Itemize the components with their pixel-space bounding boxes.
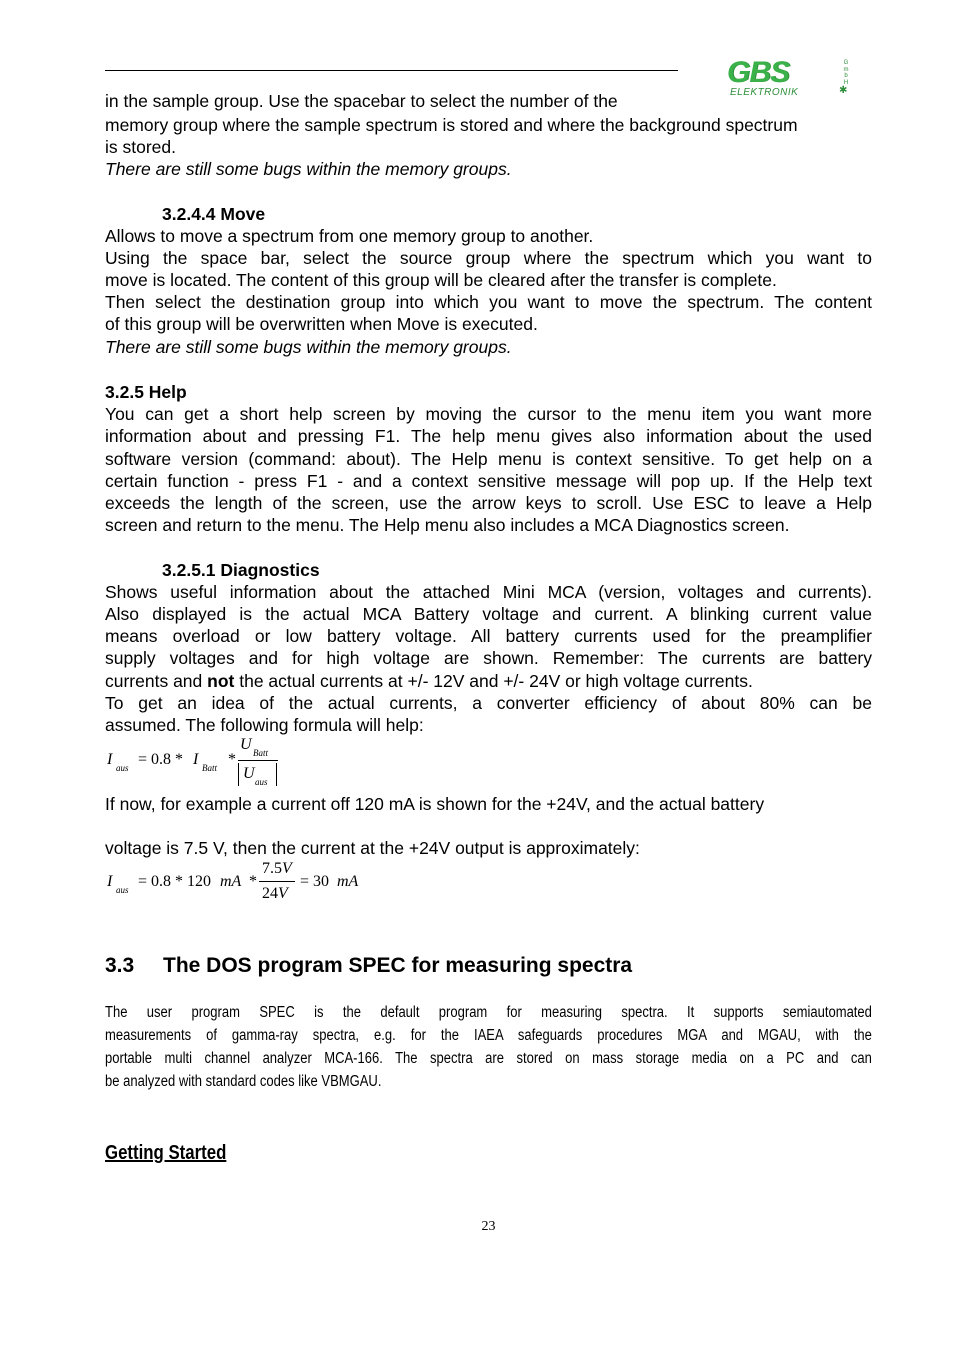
help-line-1: You can get a short help screen by moving the cursor to the menu item you want more <box>105 404 872 424</box>
diag-line-6: To get an idea of the actual currents, a converter efficiency of about 80% can be <box>105 693 872 713</box>
help-line-6: screen and return to the menu. The Help menu also includes a MCA Diagnostics screen. <box>105 515 790 535</box>
f1-star: * <box>228 751 236 768</box>
intro-note: There are still some bugs within the memory groups. <box>105 159 512 179</box>
help-line-2: information about and pressing F1. The help menu gives also information about the used <box>105 426 872 446</box>
f2-num-v: V <box>282 860 292 877</box>
f2-eq2: = 30 <box>300 873 330 890</box>
formula-current-ratio <box>107 736 307 791</box>
move-line-5: of this group will be overwritten when Move is executed. <box>105 314 538 334</box>
move-heading: 3.2.4.4 Move <box>162 204 266 224</box>
diag-line-5 <box>105 670 753 692</box>
logo-gmbh: G m b H <box>843 60 849 86</box>
page-number: 23 <box>481 1219 496 1234</box>
help-line-5: exceeds the length of the screen, use the arrow keys to scroll. Use ESC to leave a Help <box>105 493 872 513</box>
f1-lhs: I <box>107 751 113 768</box>
diag-line-1: Shows useful information about the attached Mini MCA (version, voltages and currents). <box>105 582 872 602</box>
f1-eq: = 0.8 * <box>138 751 184 768</box>
f1-lhs-sub: aus <box>116 763 129 773</box>
section-title: The DOS program SPEC for measuring spectra <box>163 954 633 977</box>
f2-ma: mA <box>220 873 242 890</box>
f2-den-v: V <box>278 885 288 902</box>
help-line-4: certain function - press F1 - and a context sensitive message will pop up. If the Help text <box>105 471 872 491</box>
f2-lhs: I <box>107 873 113 890</box>
f2-num: 7.5 <box>262 860 282 877</box>
f1-fraction-bar <box>238 760 278 761</box>
help-line-3: software version (command: about). The Help menu is context sensitive. To get help on a <box>105 449 872 469</box>
f2-lhs-sub: aus <box>116 885 129 895</box>
move-note: There are still some bugs within the memory groups. <box>105 337 512 357</box>
spec-line-3: portable multi channel analyzer MCA-166. The spectra are stored on mass storage media on a PC and can <box>105 1050 872 1067</box>
f1-num: U <box>240 736 252 753</box>
f1-den: U <box>243 765 255 782</box>
intro-line-3: is stored. <box>105 137 176 157</box>
f1-abs-right <box>276 763 277 786</box>
f1-num-sub: Batt <box>253 748 268 758</box>
diag-line-9: voltage is 7.5 V, then the current at the +24V output is approximately: <box>105 838 640 858</box>
intro-line-2: memory group where the sample spectrum is stored and where the background spectrum <box>105 115 798 135</box>
section-number: 3.3 <box>105 954 135 977</box>
move-line-3: move is located. The content of this group will be cleared after the transfer is complete. <box>105 270 777 290</box>
f2-star: * <box>249 873 257 890</box>
intro-line-1: in the sample group. Use the spacebar to select the number of the <box>105 91 618 111</box>
diag-line-3: means overload or low battery voltage. All battery currents used for the preamplifier <box>105 626 872 646</box>
move-line-1: Allows to move a spectrum from one memory group to another. <box>105 226 594 246</box>
diag-emphasis-not: not <box>207 671 235 691</box>
diagnostics-heading: 3.2.5.1 Diagnostics <box>162 560 320 580</box>
f2-fraction-bar <box>259 881 295 882</box>
f1-i: I <box>193 751 199 768</box>
diag-line-5c: the actual currents at +/- 12V and +/- 24V or high voltage currents. <box>234 671 753 691</box>
f2-ma2: mA <box>337 873 359 890</box>
help-heading: 3.2.5 Help <box>105 382 187 402</box>
spec-paragraph <box>105 1001 872 1093</box>
logo-brand: GBS <box>727 56 790 89</box>
diag-line-2: Also displayed is the actual MCA Battery voltage and current. A blinking current value <box>105 604 872 624</box>
f1-i-sub: Batt <box>202 763 217 773</box>
diag-line-8: If now, for example a current off 120 mA is shown for the +24V, and the actual battery <box>105 794 765 814</box>
getting-started-heading: Getting Started <box>105 1142 227 1164</box>
f2-den: 24 <box>262 885 278 902</box>
move-line-2: Using the space bar, select the source group where the spectrum which you want to <box>105 248 872 268</box>
f2-eq: = 0.8 * 120 <box>138 873 212 890</box>
move-line-4: Then select the destination group into which you want to move the spectrum. The content <box>105 292 872 312</box>
logo-subtitle: ELEKTRONIK <box>730 87 799 98</box>
spec-line-4: be analyzed with standard codes like VBMGAU. <box>105 1073 382 1090</box>
spec-line-2: measurements of gamma-ray spectra, e.g. for the IAEA safeguards procedures MGA and MGAU, with the <box>105 1027 872 1044</box>
f1-den-sub: aus <box>255 777 268 787</box>
formula-example <box>107 858 377 908</box>
logo-star-icon: ✱ <box>839 85 848 96</box>
section-heading <box>105 953 632 979</box>
diag-line-7: assumed. The following formula will help: <box>105 715 424 735</box>
f1-abs-left <box>238 763 239 786</box>
diag-line-4: supply voltages and for high voltage are shown. Remember: The currents are battery <box>105 648 872 668</box>
header-rule <box>105 70 678 71</box>
spec-line-1: The user program SPEC is the default program for measuring spectra. It supports semiautomated <box>105 1004 872 1021</box>
diag-line-5a: currents and <box>105 671 208 691</box>
gbs-logo <box>727 58 855 100</box>
